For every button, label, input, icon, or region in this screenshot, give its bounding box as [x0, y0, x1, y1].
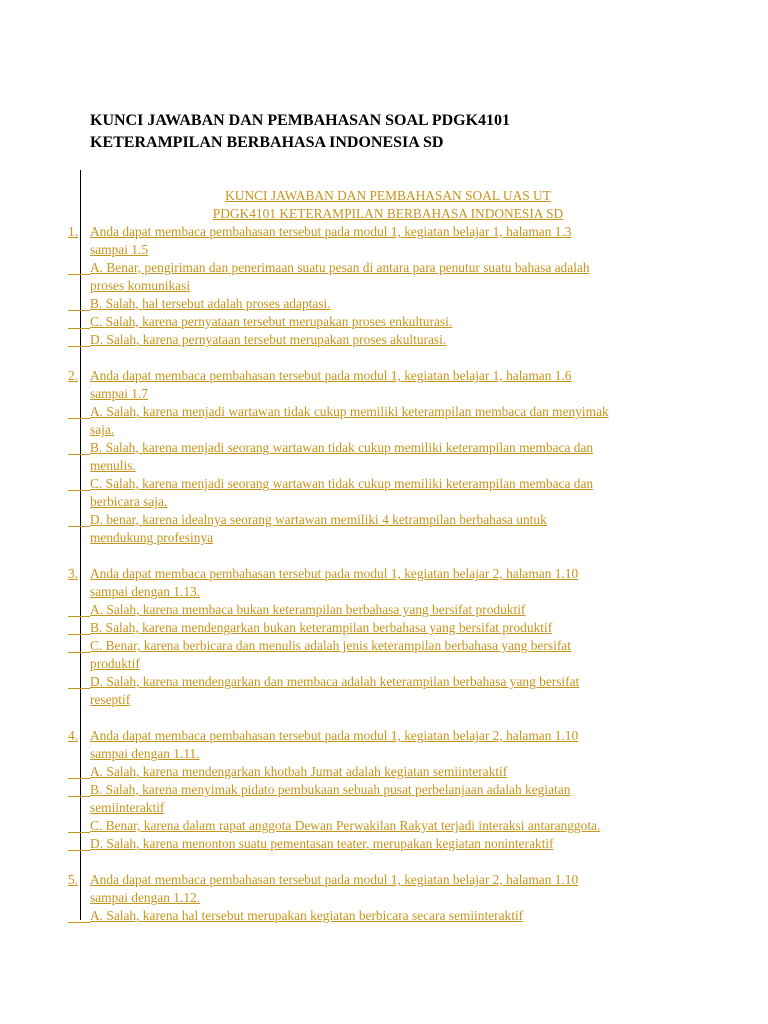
- question-number: 5.: [68, 872, 79, 887]
- answer-option-line: menulis.: [90, 458, 136, 473]
- question-number: 3.: [68, 566, 79, 581]
- answer-option-line: A. Benar, pengiriman dan penerimaan suatu pesan di antara para penutur suatu bahasa adalah: [68, 259, 708, 277]
- document-title-line-2: KETERAMPILAN BERBAHASA INDONESIA SD: [90, 134, 444, 151]
- answer-option-line: semiinteraktif: [90, 800, 165, 815]
- document-body: [68, 187, 708, 925]
- question-intro-text: Anda dapat membaca pembahasan tersebut pada modul 1, kegiatan belajar 2, halaman 1.10: [90, 872, 579, 887]
- question-intro-continuation: sampai dengan 1.11.: [90, 746, 200, 761]
- question-block: [68, 367, 708, 547]
- question-block: [68, 871, 708, 925]
- question-intro-text: Anda dapat membaca pembahasan tersebut pada modul 1, kegiatan belajar 1, halaman 1.3: [90, 224, 572, 239]
- question-intro-line: [68, 727, 708, 745]
- question-number: 1.: [68, 224, 79, 239]
- document-title-line-1: KUNCI JAWABAN DAN PEMBAHASAN SOAL PDGK4101: [90, 112, 511, 129]
- answer-option-line: A. Salah, karena menjadi wartawan tidak cukup memiliki keterampilan membaca dan menyimak: [68, 403, 708, 421]
- answer-option-line: C. Benar, karena dalam rapat anggota Dewan Perwakilan Rakyat terjadi interaksi antaranggota.: [68, 817, 708, 835]
- heading-line-1: KUNCI JAWABAN DAN PEMBAHASAN SOAL UAS UT: [225, 188, 551, 203]
- answer-option-line: D. Salah, karena pernyataan tersebut merupakan proses akulturasi.: [68, 331, 708, 349]
- answer-option-line: B. Salah, karena menjadi seorang wartawan tidak cukup memiliki keterampilan membaca dan: [68, 439, 708, 457]
- document-title: [90, 110, 730, 154]
- question-number: 4.: [68, 728, 79, 743]
- answer-option-line: B. Salah, hal tersebut adalah proses adaptasi.: [68, 295, 708, 313]
- answer-option-line: B. Salah, karena menyimak pidato pembukaan sebuah pusat perbelanjaan adalah kegiatan: [68, 781, 708, 799]
- answer-option-line: produktif: [90, 656, 140, 671]
- question-intro-text: Anda dapat membaca pembahasan tersebut pada modul 1, kegiatan belajar 2, halaman 1.10: [90, 728, 579, 743]
- question-intro-continuation: sampai dengan 1.13.: [90, 584, 201, 599]
- question-intro-continuation: sampai 1.7: [90, 386, 149, 401]
- question-list: [68, 223, 708, 925]
- answer-option-line: D. benar, karena idealnya seorang wartawan memiliki 4 ketrampilan berbahasa untuk: [68, 511, 708, 529]
- question-spacer: [68, 709, 708, 727]
- question-number: 2.: [68, 368, 79, 383]
- question-block: [68, 565, 708, 709]
- question-intro-text: Anda dapat membaca pembahasan tersebut pada modul 1, kegiatan belajar 2, halaman 1.10: [90, 566, 579, 581]
- answer-option-line: D. Salah, karena menonton suatu pementasan teater, merupakan kegiatan noninteraktif: [68, 835, 708, 853]
- answer-option-line: saja.: [90, 422, 115, 437]
- answer-option-line: proses komunikasi: [90, 278, 191, 293]
- answer-option-line: C. Benar, karena berbicara dan menulis adalah jenis keterampilan berbahasa yang bersifat: [68, 637, 708, 655]
- question-intro-line: [68, 871, 708, 889]
- question-intro-continuation: sampai 1.5: [90, 242, 149, 257]
- heading-line-2: PDGK4101 KETERAMPILAN BERBAHASA INDONESIA SD: [212, 206, 564, 221]
- question-intro-line: [68, 367, 708, 385]
- question-intro-line: [68, 565, 708, 583]
- question-intro-continuation: sampai dengan 1.12.: [90, 890, 201, 905]
- answer-option-line: C. Salah, karena pernyataan tersebut merupakan proses enkulturasi.: [68, 313, 708, 331]
- question-spacer: [68, 853, 708, 871]
- question-block: [68, 223, 708, 349]
- answer-option-line: D. Salah, karena mendengarkan dan membaca adalah keterampilan berbahasa yang bersifat: [68, 673, 708, 691]
- question-spacer: [68, 547, 708, 565]
- answer-option-line: A. Salah, karena hal tersebut merupakan kegiatan berbicara secara semiinteraktif: [68, 907, 708, 925]
- answer-option-line: A. Salah, karena mendengarkan khotbah Jumat adalah kegiatan semiinteraktif: [68, 763, 708, 781]
- answer-option-line: C. Salah, karena menjadi seorang wartawan tidak cukup memiliki keterampilan membaca dan: [68, 475, 708, 493]
- question-intro-line: [68, 223, 708, 241]
- question-intro-text: Anda dapat membaca pembahasan tersebut pada modul 1, kegiatan belajar 1, halaman 1.6: [90, 368, 572, 383]
- answer-option-line: B. Salah, karena mendengarkan bukan keterampilan berbahasa yang bersifat produktif: [68, 619, 708, 637]
- question-block: [68, 727, 708, 853]
- answer-option-line: mendukung profesinya: [90, 530, 214, 545]
- answer-option-line: berbicara saja.: [90, 494, 168, 509]
- answer-option-line: reseptif: [90, 692, 131, 707]
- question-spacer: [68, 349, 708, 367]
- answer-option-line: A. Salah, karena membaca bukan keterampilan berbahasa yang bersifat produktif: [68, 601, 708, 619]
